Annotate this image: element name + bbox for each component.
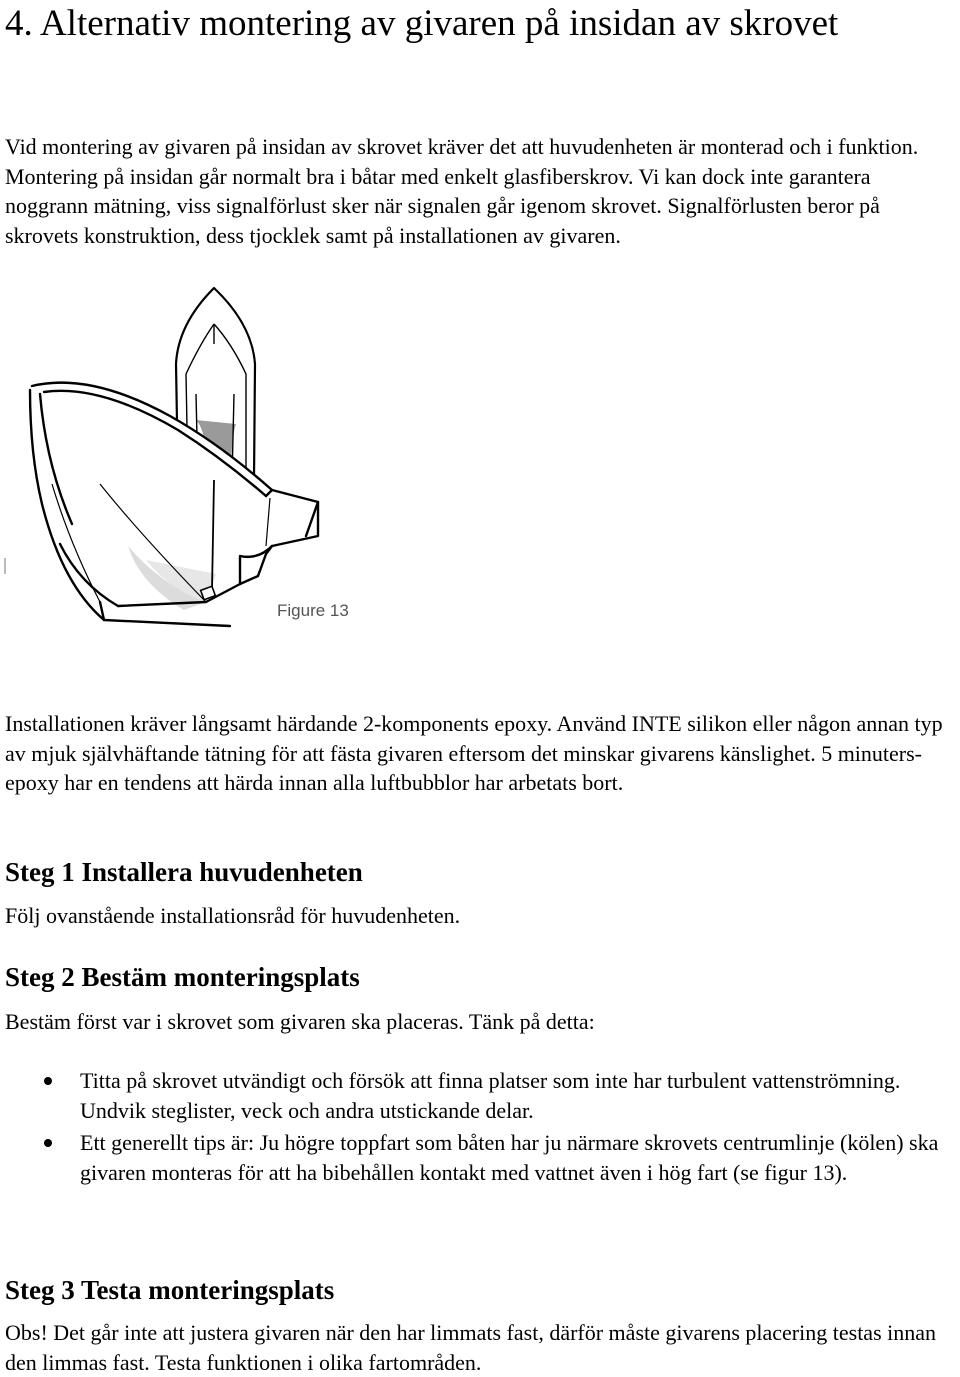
figure-label: Figure 13 bbox=[277, 601, 349, 620]
intro-paragraph: Vid montering av givaren på insidan av skrovet kräver det att huvudenheten är monterad och i funktion. Montering på insidan går normalt bra i båtar med enkelt glasfiberskrov. Vi kan dock inte garantera noggrann mätning, viss signalförlust sker när signalen går igenom skrovet. Signalförlusten beror på skrovets konstruktion, dess tjocklek samt på installationen av givaren. bbox=[5, 134, 919, 248]
epoxy-paragraph: Installationen kräver långsamt härdande 2-komponents epoxy. Använd INTE silikon eller någon annan typ av mjuk självhäftande tätning för att fästa givaren eftersom det minskar givarens känslighet. 5 minuters-epoxy har en tendens att härda innan alla luftbubblor har arbetats bort. bbox=[5, 711, 943, 795]
bullet-icon bbox=[44, 1077, 52, 1085]
step3-text: Obs! Det går inte att justera givaren när den har limmats fast, därför måste givarens placering testas innan den limmas fast. Testa funktionen i olika fartområden. bbox=[5, 1320, 937, 1375]
step1-text: Följ ovanstående installationsråd för huvudenheten. bbox=[5, 903, 461, 928]
list-item bbox=[0, 1128, 950, 1187]
step2-text: Bestäm först var i skrovet som givaren ska placeras. Tänk på detta: bbox=[5, 1009, 595, 1034]
boat-hull-illustration bbox=[0, 284, 360, 634]
bullet-icon bbox=[44, 1139, 52, 1147]
step2-bullet-list bbox=[0, 1066, 950, 1187]
step1-heading: Steg 1 Installera huvudenheten bbox=[5, 857, 363, 887]
step2-heading: Steg 2 Bestäm monteringsplats bbox=[5, 962, 360, 992]
step3-heading: Steg 3 Testa monteringsplats bbox=[5, 1275, 335, 1305]
list-item-text: Ett generellt tips är: Ju högre toppfart som båten har ju närmare skrovets centrumlinje (kölen) ska givaren monteras för att ha bibehållen kontakt med vattnet även i hög fart (se figur 13). bbox=[80, 1130, 939, 1185]
page-title: 4. Alternativ montering av givaren på insidan av skrovet bbox=[5, 3, 839, 44]
list-item-text: Titta på skrovet utvändigt och försök att finna platser som inte har turbulent vattenströmning. Undvik steglister, veck och andra utstickande delar. bbox=[80, 1068, 901, 1123]
list-item bbox=[0, 1066, 950, 1125]
boat-hull-figure bbox=[0, 284, 360, 634]
